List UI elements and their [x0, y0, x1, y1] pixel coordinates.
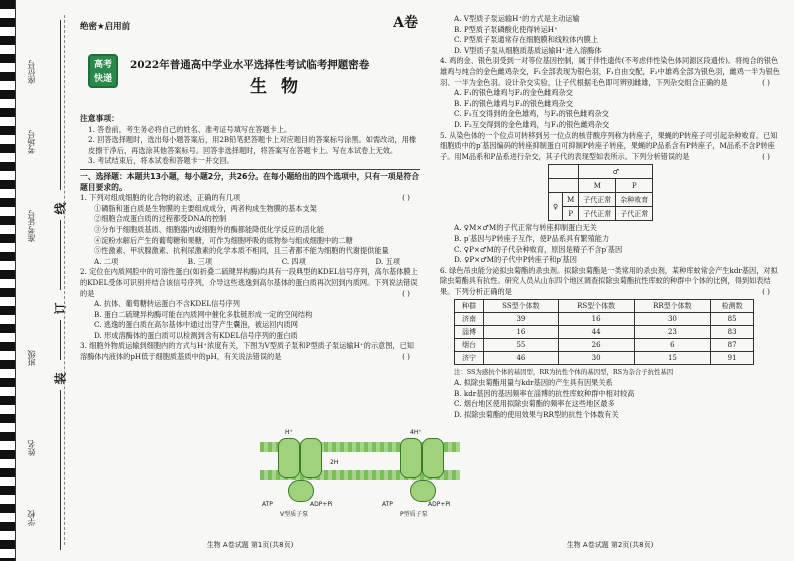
school-label: 学校	[27, 510, 36, 526]
table-cell: 子代正常	[616, 207, 653, 221]
binding-char-line: 线	[53, 202, 68, 215]
option-a: A. 二项	[94, 256, 119, 266]
h-label: 2H	[330, 459, 339, 466]
question-1: 1. 下列对组成细胞的化合物的叙述，正确的有几项 ( )	[80, 193, 410, 203]
option-c: C. F₂互交得到的金色雄鸡，与F₂的银色雌鸡杂交	[454, 109, 609, 119]
option-b: B. 蛋白二硫键异构酶可能在内质网中催化多肽链形成一定的空间结构	[94, 309, 313, 319]
proton-pump-diagram	[260, 428, 460, 520]
option-c: C. 逃逸的蛋白质在高尔基体中通过出芽产生囊泡，被运回内质网	[94, 320, 298, 330]
table-cell: 26	[558, 339, 634, 352]
option-b: B. p′基因与P转座子互作，使P品系具有繁殖能力	[454, 233, 610, 243]
notes-heading: 注意事项：	[80, 114, 119, 123]
option-a: A. F₁的银色雄鸡与F₂的金色雌鸡杂交	[454, 88, 573, 98]
cut-line	[60, 320, 61, 360]
table-cell: 87	[711, 339, 754, 352]
option-a: A. 拟除虫菊酯用量与kdr基因的产生具有因果关系	[454, 378, 613, 388]
right-page	[440, 14, 780, 549]
option-d: D. 形成溶酶体的蛋白质可以检测到含有KDEL信号序列的蛋白质	[94, 330, 298, 340]
table-cell: 烟台	[455, 339, 484, 352]
table-cell: 子代正常	[579, 193, 616, 207]
volume-label: A卷	[393, 15, 418, 31]
q1-statement: ④淀粉水解后产生的葡萄糖和果糖，可作为细胞呼吸的底物参与组成细胞中的二糖	[94, 235, 353, 245]
table-row	[455, 313, 754, 326]
table-header-row	[455, 300, 754, 313]
option-b: B. 三项	[187, 256, 213, 266]
option-d: D. 五项	[375, 256, 400, 266]
option-c: C. 四项	[281, 256, 306, 266]
table-header: RR型个体数	[634, 300, 711, 313]
table-row	[455, 326, 754, 339]
brand-logo: 高考快递	[88, 54, 118, 88]
option-d: D. 拟除虫菊酯的使用效果与RR型的抗性个体数有关	[454, 409, 619, 419]
option-c: C. 烟台地区使用拟除虫菊酯的频率在这些地区最多	[454, 399, 615, 409]
adp-label: ADP+Pi	[428, 501, 451, 508]
table-header: RS型个体数	[558, 300, 634, 313]
option-a: A. ♀M×♂M的子代正常与转座抑制蛋白无关	[454, 223, 597, 233]
v-pump-shape	[278, 438, 300, 478]
col-m: M	[579, 179, 616, 193]
name-label: 姓名	[27, 440, 36, 456]
table-header: 检测数	[711, 300, 754, 313]
atp-label: ATP	[262, 501, 273, 508]
question-3: 3. 细胞外物质运输到细胞内的方式与H⁺浓度有关，下图为V型质子泵和P型质子泵运输H⁺的示意图，已知溶酶体内液体的pH低于细胞质基质中的pH，有关说法错误的是 ( )	[80, 341, 414, 362]
table-cell: 16	[558, 313, 634, 326]
q1-statement: ⑤性激素、甲状腺激素、抗利尿激素的化学本质不相同，且三者都不能为细胞的代谢提供能量	[94, 246, 389, 256]
table-cell: 30	[558, 352, 634, 365]
page-footer: 生物 A卷试题 第2页(共8页)	[566, 541, 654, 550]
note-item: 3. 考试结束后，将本试卷和答题卡一并交回。	[88, 156, 234, 166]
table-cell: 85	[711, 313, 754, 326]
left-body	[80, 114, 420, 363]
table-cell: 44	[558, 326, 634, 339]
seat-no-label: 座位号	[27, 60, 36, 84]
table-cell: 55	[484, 339, 559, 352]
q1-statement: ③分布于细胞质基质、细胞器内或细胞外的酶都能降低化学反应的活化能	[94, 224, 325, 234]
option-d: D. ♀P×♂M的子代中P转座子和p′基因	[454, 255, 577, 265]
table-row	[455, 352, 754, 365]
table-header: SS型个体数	[484, 300, 559, 313]
cut-line	[60, 390, 61, 550]
exam-title: 2022年普通高中学业水平选择性考试临考押题密卷	[130, 59, 370, 71]
genetics-table	[548, 164, 653, 221]
p-pump-label: P型质子泵	[400, 511, 428, 518]
row-m: M	[563, 193, 579, 207]
option-a: A. V型质子泵运输H⁺的方式是主动运输	[454, 14, 580, 23]
binding-char-bind: 装	[53, 372, 68, 385]
h-label: 4H⁺	[410, 429, 422, 436]
option-b: B. kdr基因的基因频率在淄博的抗性库蚊种群中相对较高	[454, 388, 635, 398]
table-note: 注：SS为感抗个体的基因型，RR为抗性个体的基因型，RS为杂合子抗性基因	[454, 368, 674, 377]
dashed-cut-line	[64, 15, 65, 545]
note-item: 2. 回答选择题时，选出每小题答案后，用2B铅笔把答题卡上对应题目的答案标号涂黑。如需改动，用橡皮擦干净后，再选涂其他答案标号。回答非选择题时，将答案写在答题卡上。写在本试卷上无效。	[88, 135, 417, 155]
question-6: 6. 绿色吊虫能分泌拟虫菊酯的杀虫剂。拟除虫菊酯是一类常用的杀虫剂，某种库蚊常会产生kdr基因，对拟除虫菊酯具有抗性。研究人员从山东四个地区调查拟除虫菊酯抗性库蚊的种群中个体的比例，得到如表结果。下列分析正确的是 ( )	[440, 265, 778, 296]
option-c: C. ♀P×♂M的子代杂种败育，原因是精子不含p′基因	[454, 244, 623, 254]
question-4: 4. 鸡的金、银色羽受到一对等位基因控制，属于伴性遗传(不考虑伴性染色体同源区段遗传)。将纯合的银色雄鸡与纯合的金色雌鸡杂交，F₁全部表现为银色羽，F₁自由交配，F₂中雄鸡全部为银色羽，雌鸡一半为银色羽、一半为金色羽。设计杂交实验，让子代根据毛色即可辨别雌雄，下列杂交组合正确的是 ( )	[440, 56, 780, 87]
p-pump-base	[410, 480, 436, 502]
table-cell: 30	[634, 313, 711, 326]
population-table	[454, 299, 754, 365]
table-cell: 6	[634, 339, 711, 352]
table-cell: 16	[484, 326, 559, 339]
binding-strip	[0, 0, 16, 561]
cut-line	[60, 20, 61, 190]
table-row	[455, 339, 754, 352]
option-d: D. V型质子泵从细胞质基质运输H⁺进入溶酶体	[454, 45, 602, 55]
table-header: 种群	[455, 300, 484, 313]
table-cell: 23	[634, 326, 711, 339]
left-page	[80, 14, 451, 550]
ticket-no-label: 准考证号	[27, 210, 36, 242]
table-cell: 91	[711, 352, 754, 365]
divider	[80, 169, 420, 170]
option-c: C. P型质子泵通常存在细胞膜和线粒体内膜上	[454, 35, 599, 45]
table-cell: 杂种败育	[616, 193, 653, 207]
table-cell: 83	[711, 326, 754, 339]
option-d: D. F₂互交得到的金色雄鸡，与F₁的银色雌鸡杂交	[454, 119, 610, 129]
table-cell: 济宁	[455, 352, 484, 365]
h-label: H⁺	[285, 429, 293, 436]
question-2: 2. 定位在内质网腔中的可溶性蛋白(如折叠二硫键异构酶)均具有一段典型的KDEL信号序列，高尔基体膜上的KDEL受体可识别并结合该信号序列，介导这些逃逸到高尔基体的蛋白质再次回到内质网。下列说法错误的是 ( )	[80, 267, 418, 298]
v-pump-shape	[300, 438, 322, 478]
table-cell: 39	[484, 313, 559, 326]
col-p: P	[616, 179, 653, 193]
section-heading: 一、选择题：本题共13小题，每小题2分，共26分。在每小题给出的四个选项中，只有一项是符合题目要求的。	[80, 171, 419, 192]
option-b: B. F₁的银色雄鸡与F₂的银色雌鸡杂交	[454, 98, 574, 108]
v-pump-label: V型质子泵	[280, 511, 309, 518]
v-pump-base	[288, 480, 314, 502]
table-cell: 46	[484, 352, 559, 365]
binding-char-order: 订	[53, 302, 68, 315]
secret-mark: 绝密★启用前	[80, 22, 131, 32]
table-cell: 济南	[455, 313, 484, 326]
q1-statement: ①磷脂和蛋白质是生物膜的主要组成成分，两者构成生物膜的基本支架	[94, 203, 317, 213]
male-header: ♂	[579, 165, 653, 179]
p-pump-shape	[400, 438, 422, 478]
option-b: B. P型质子泵磷酸化使得转运H⁺	[454, 24, 558, 34]
question-5: 5. 从染色体的一个位点可转移到另一位点的核苷酸序列称为转座子，果蝇的P转座子可引起杂种败育。已知细胞质中的p′基因编码的转座抑制蛋白可抑制P转座子转座，果蝇的P品系含有P转座子，M品系不含P转座子。用M品系和P品系进行杂交，其子代的表现型如表所示。下列分析错误的是 ( )	[440, 130, 778, 161]
subject-title: 生物	[250, 77, 312, 97]
adp-label: ADP+Pi	[310, 501, 333, 508]
q1-statement: ②细胞合成蛋白质的过程都受DNA的控制	[94, 214, 227, 224]
class-label: 班级	[27, 350, 36, 366]
row-p: P	[563, 207, 579, 221]
table-cell: 淄博	[455, 326, 484, 339]
table-cell: 子代正常	[579, 207, 616, 221]
atp-label: ATP	[382, 501, 393, 508]
cut-line	[60, 220, 61, 290]
exam-no-label: 考场号	[27, 130, 36, 154]
table-cell: 15	[634, 352, 711, 365]
page-footer: 生物 A卷试题 第1页(共8页)	[206, 541, 294, 550]
female-header: ♀	[549, 193, 563, 221]
q1-options	[80, 257, 420, 268]
option-a: A. 抗体、葡萄糖转运蛋白不含KDEL信号序列	[94, 299, 240, 309]
note-item: 1. 答卷前，考生务必将自己的姓名、准考证号填写在答题卡上。	[88, 124, 292, 134]
